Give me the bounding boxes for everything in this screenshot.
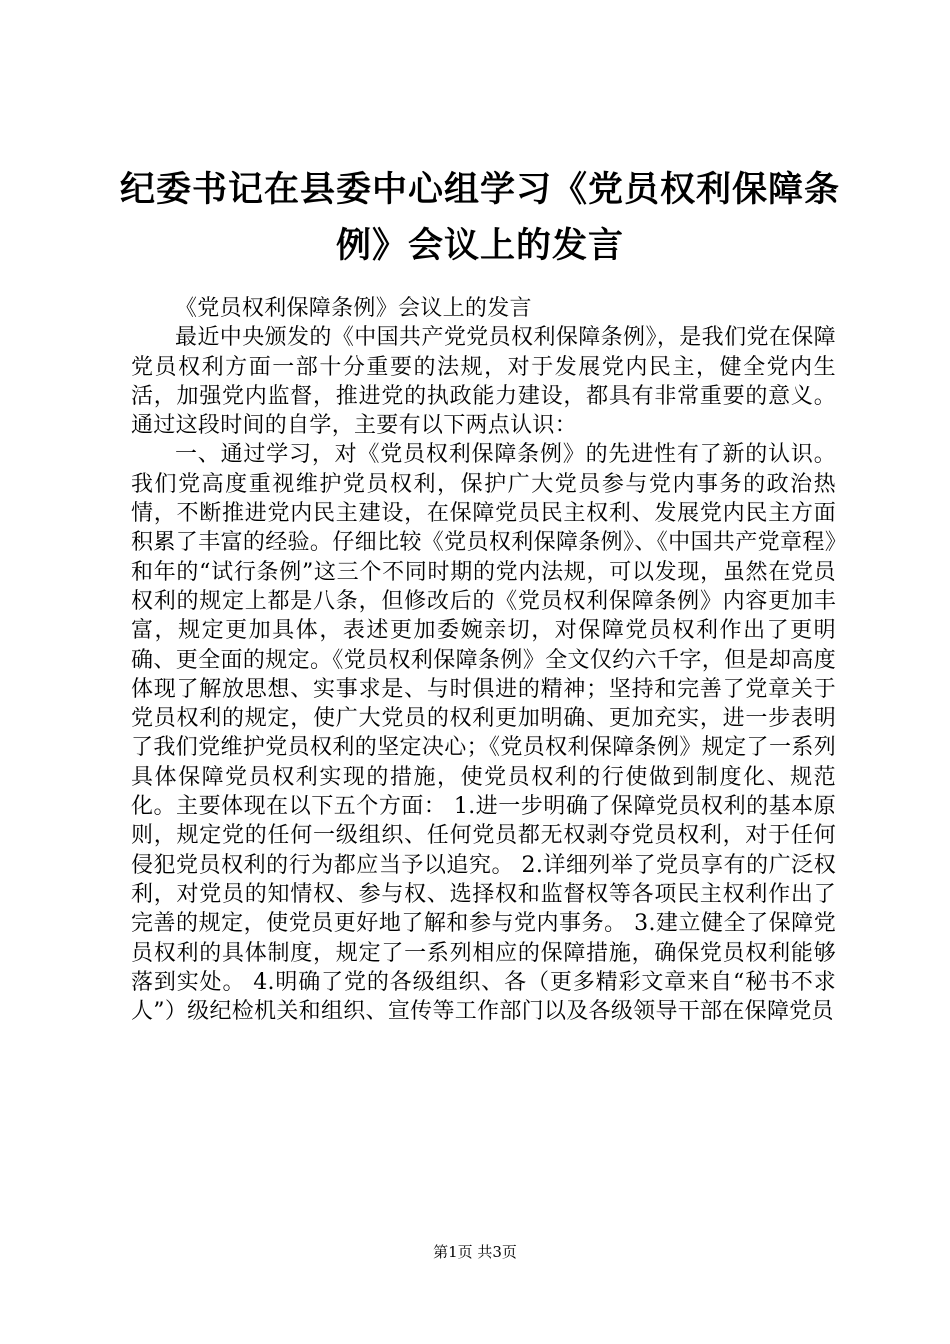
page-number-footer: 第1页 共3页 [433, 1243, 517, 1261]
document-title: 纪委书记在县委中心组学习《党员权利保障条例》会议上的发言 [120, 170, 841, 266]
body-paragraph-subtitle: 《党员权利保障条例》会议上的发言 [175, 296, 532, 321]
body-paragraph-point-one: 一、通过学习，对《党员权利保障条例》的先进性有了新的认识。我们党高度重视维护党员权利，保护广大党员参与党内事务的政治热情，不断推进党内民主建设，在保障党员民主权利、发展党内民主方面积累了丰富的经验。仔细比较《党员权利保障条例》、《中国共产党章程》和年的“试行条例”这三个不同时期的党内法规，可以发现，虽然在党员权利的规定上都是八条，但修改后的《党员权利保障条例》内容更加丰富，规定更加具体，表述更加委婉亲切，对保障党员权利作出了更明确、更全面的规定。《党员权利保障条例》全文仅约六千字，但是却高度体现了解放思想、实事求是、与时俱进的精神；坚持和完善了党章关于党员权利的规定，使广大党员的权利更加明确、更加充实，进一步表明了我们党维护党员权利的坚定决心；《党员权利保障条例》规定了一系列具体保障党员权利实现的措施，使党员权利的行使做到制度化、规范化。主要体现在以下五个方面： 1.进一步明确了保障党员权利的基本原则，规定党的任何一级组织、任何党员都无权剥夺党员权利，对于任何侵犯党员权利的行为都应当予以追究。 2.详细列举了党员享有的广泛权利，对党员的知情权、参与权、选择权和监督权等各项民主权利作出了完善的规定，使党员更好地了解和参与党内事务。 3.建立健全了保障党员权利的具体制度，规定了一系列相应的保障措施，确保党员权利能够落到实处。 4.明确了党的各级组织、各（更多精彩文章来自“秘书不求人”）级纪检机关和组织、宣传等工作部门以及各级领导干部在保障党员 [131, 442, 836, 1025]
body-paragraph-intro: 最近中央颁发的《中国共产党党员权利保障条例》，是我们党在保障党员权利方面一部十分重要的法规，对于发展党内民主，健全党内生活，加强党内监督，推进党的执政能力建设，都具有非常重要的意义。通过这段时间的自学，主要有以下两点认识： [131, 325, 836, 439]
document-body [131, 294, 836, 1026]
